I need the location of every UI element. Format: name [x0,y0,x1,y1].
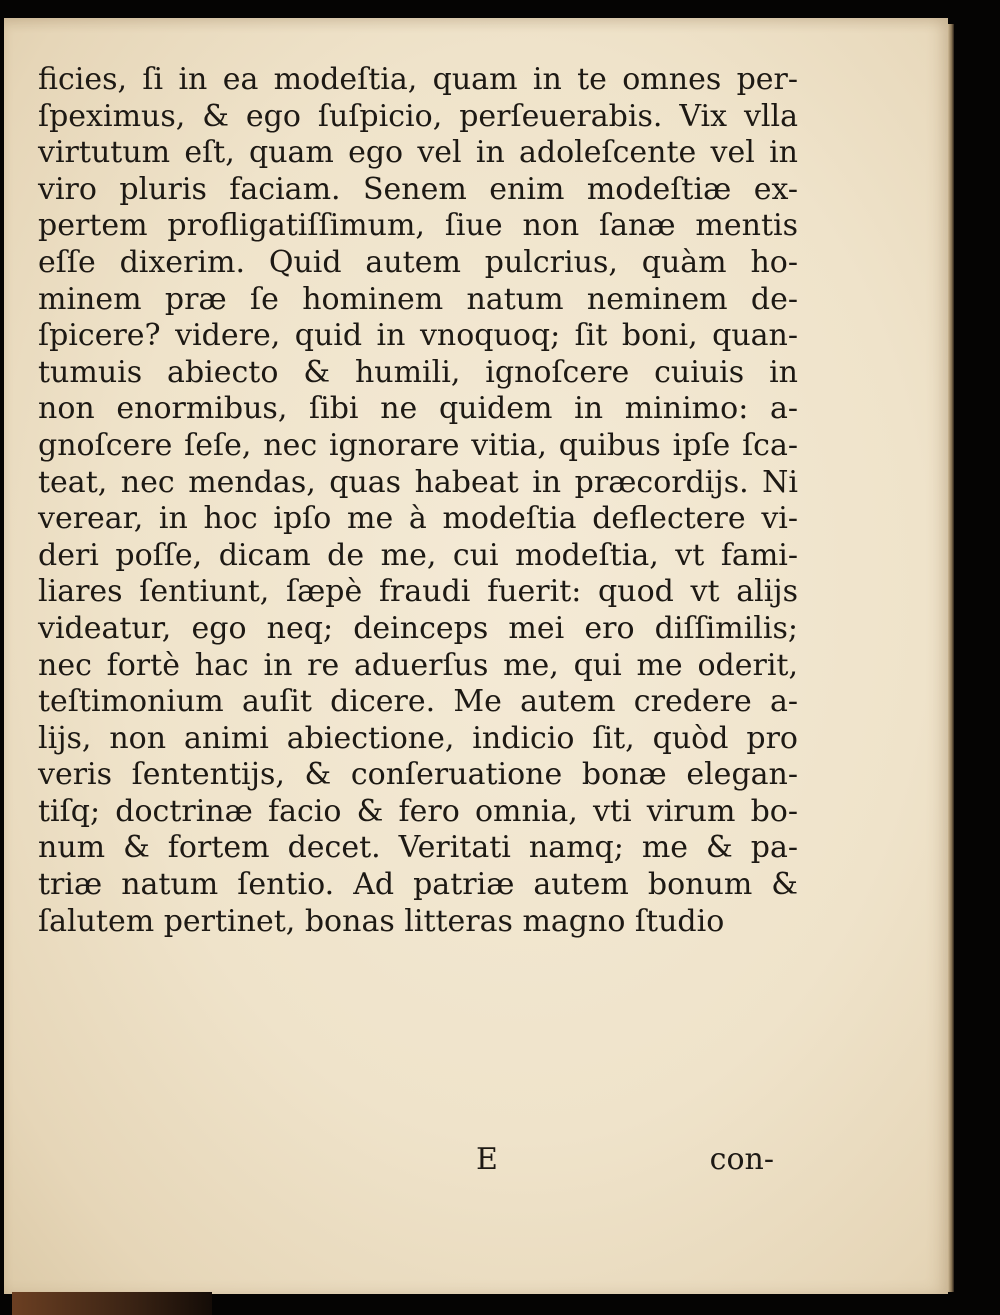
text-line: teat, nec mendas, quas habeat in præcordijs. Ni [38,464,798,500]
text-line: pertem profligatiſſimum, ſiue non ſanæ mentis [38,208,798,244]
page-footer [38,1142,798,1182]
text-line: tiſq; doctrinæ facio & fero omnia, vti virum bo- [38,793,798,829]
text-block [38,62,798,940]
text-line: triæ natum ſentio. Ad patriæ autem bonum & [38,867,798,903]
text-line: minem præ ſe hominem natum neminem de- [38,281,798,317]
text-line: virtutum eſt, quam ego vel in adoleſcente vel in [38,135,798,171]
text-line: tumuis abiecto & humili, ignoſcere cuiuis in [38,354,798,390]
text-line: num & fortem decet. Veritati namq; me & pa- [38,830,798,866]
text-line: deri poſſe, dicam de me, cui modeſtia, vt fami- [38,537,798,573]
text-line: eſſe dixerim. Quid autem pulcrius, quàm ho- [38,244,798,280]
binding-shadow [12,1292,212,1315]
text-line: veris ſententijs, & conſeruatione bonæ elegan- [38,757,798,793]
text-line: lijs, non animi abiectione, indicio ſit, quòd pro [38,720,798,756]
catchword: con- [709,1142,774,1177]
book-page [4,18,948,1294]
text-line: non enormibus, ſibi ne quidem in minimo: a- [38,391,798,427]
text-line: verear, in hoc ipſo me à modeſtia deflectere vi- [38,501,798,537]
text-line: viro pluris faciam. Senem enim modeſtiæ ex- [38,171,798,207]
signature-mark: E [476,1142,498,1177]
text-line: liares ſentiunt, ſæpè fraudi fuerit: quod vt alijs [38,574,798,610]
text-line: teſtimonium auſit dicere. Me autem credere a- [38,684,798,720]
text-line: nec fortè hac in re aduerſus me, qui me oderit, [38,647,798,683]
text-line: gnoſcere ſeſe, nec ignorare vitia, quibus ipſe ſca- [38,427,798,463]
text-line: ſpeximus, & ego ſuſpicio, perſeuerabis. Vix vlla [38,98,798,134]
text-line: ficies, ſi in ea modeſtia, quam in te omnes per- [38,62,798,97]
page-edge [948,24,954,1292]
text-line: videatur, ego neq; deinceps mei ero diſſimilis; [38,610,798,646]
text-line: ſalutem pertinet, bonas litteras magno ſtudio [38,903,725,939]
text-line: ſpicere? videre, quid in vnoquoq; ſit boni, quan- [38,318,798,354]
